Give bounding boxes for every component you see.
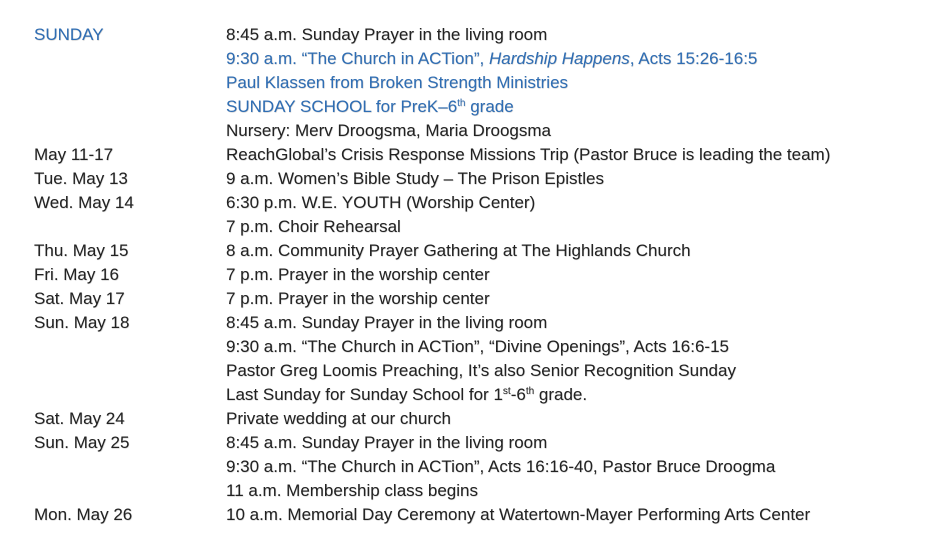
- ordinal-suffix: th: [457, 98, 466, 109]
- event-text-part: 9:30 a.m. “The Church in ACTion”,: [226, 49, 489, 68]
- event-text-part: SUNDAY SCHOOL for PreK–6: [226, 97, 458, 116]
- event-text-part: Last Sunday for Sunday School for 1: [226, 385, 503, 404]
- date-spacer: [34, 335, 226, 359]
- schedule-row: [34, 71, 944, 95]
- event-text: 8:45 a.m. Sunday Prayer in the living room: [226, 433, 548, 452]
- event-text: 8:45 a.m. Sunday Prayer in the living room: [226, 313, 548, 332]
- date-spacer: [34, 215, 226, 239]
- schedule-row: [34, 23, 944, 47]
- event-text: 9:30 a.m. “The Church in ACTion”, Acts 16:16-40, Pastor Bruce Droogma: [226, 457, 776, 476]
- ordinal-suffix: th: [525, 386, 535, 397]
- event-text: 7 p.m. Prayer in the worship center: [226, 289, 490, 308]
- schedule-row: [34, 383, 944, 407]
- event-text: 8 a.m. Community Prayer Gathering at The Highlands Church: [226, 241, 691, 260]
- event-text: [226, 95, 944, 119]
- sermon-title: Hardship Happens: [488, 49, 630, 68]
- schedule-row: [34, 263, 944, 287]
- schedule-row: [34, 167, 944, 191]
- schedule-row: [34, 431, 944, 455]
- date-spacer: [34, 119, 226, 143]
- schedule-row: [34, 407, 944, 431]
- event-text: ReachGlobal’s Crisis Response Missions Trip (Pastor Bruce is leading the team): [226, 145, 831, 164]
- event-text: 8:45 a.m. Sunday Prayer in the living room: [226, 25, 548, 44]
- event-text: Pastor Greg Loomis Preaching, It’s also Senior Recognition Sunday: [226, 361, 736, 380]
- date-label: Fri. May 16: [34, 265, 120, 284]
- date-label: Sat. May 24: [34, 409, 125, 428]
- schedule-row: [34, 287, 944, 311]
- event-text: 7 p.m. Choir Rehearsal: [226, 217, 401, 236]
- schedule-row: [34, 359, 944, 383]
- event-text-part: grade.: [534, 385, 588, 404]
- date-label: Sun. May 25: [34, 433, 130, 452]
- date-label: Thu. May 15: [34, 241, 129, 260]
- schedule-row: [34, 143, 944, 167]
- date-label: Sun. May 18: [34, 313, 130, 332]
- date-label: Mon. May 26: [34, 505, 133, 524]
- date-spacer: [34, 359, 226, 383]
- date-spacer: [34, 95, 226, 119]
- ordinal-suffix: st: [502, 386, 511, 397]
- date-spacer: [34, 71, 226, 95]
- date-label: Sat. May 17: [34, 289, 125, 308]
- event-text: 10 a.m. Memorial Day Ceremony at Watertown-Mayer Performing Arts Center: [226, 505, 811, 524]
- schedule: [34, 23, 944, 527]
- date-spacer: [34, 455, 226, 479]
- schedule-row: [34, 455, 944, 479]
- event-text: Paul Klassen from Broken Strength Ministries: [226, 73, 569, 92]
- date-label: Wed. May 14: [34, 193, 134, 212]
- date-spacer: [34, 479, 226, 503]
- event-text: Nursery: Merv Droogsma, Maria Droogsma: [226, 121, 551, 140]
- date-spacer: [34, 383, 226, 407]
- schedule-row: [34, 311, 944, 335]
- event-text: 9 a.m. Women’s Bible Study – The Prison Epistles: [226, 169, 604, 188]
- event-text: 9:30 a.m. “The Church in ACTion”, “Divine Openings”, Acts 16:6-15: [226, 337, 729, 356]
- schedule-row: [34, 119, 944, 143]
- date-label: SUNDAY: [34, 25, 104, 44]
- event-text: [226, 383, 944, 407]
- schedule-row: [34, 47, 944, 71]
- event-text: Private wedding at our church: [226, 409, 451, 428]
- event-text-part: -6: [510, 385, 526, 404]
- schedule-row: [34, 503, 944, 527]
- event-text-part: grade: [465, 97, 514, 116]
- schedule-row: [34, 479, 944, 503]
- event-text: 6:30 p.m. W.E. YOUTH (Worship Center): [226, 193, 536, 212]
- schedule-row: [34, 95, 944, 119]
- event-text-part: , Acts 15:26-16:5: [629, 49, 758, 68]
- schedule-row: [34, 335, 944, 359]
- event-text: [226, 47, 944, 71]
- schedule-row: [34, 215, 944, 239]
- date-spacer: [34, 47, 226, 71]
- schedule-row: [34, 191, 944, 215]
- date-label: May 11-17: [34, 145, 114, 164]
- event-text: 11 a.m. Membership class begins: [226, 481, 478, 500]
- schedule-row: [34, 239, 944, 263]
- event-text: 7 p.m. Prayer in the worship center: [226, 265, 490, 284]
- date-label: Tue. May 13: [34, 169, 128, 188]
